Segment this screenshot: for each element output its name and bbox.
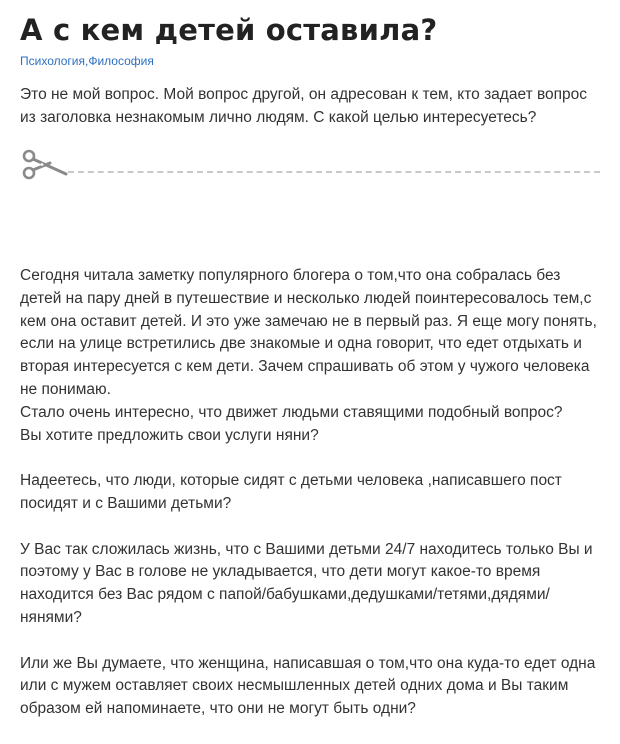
body-paragraph: У Вас так сложилась жизнь, что с Вашими детьми 24/7 находитесь только Вы и поэтому у Вас в голове не укладывается, что дети могут какое-то время находится без Вас рядом с папой/бабушками,дедушками/тетями,дядями/нянями? [20, 540, 593, 626]
article [20, 0, 600, 744]
tag-separator: , [85, 54, 89, 68]
body-paragraph: Стало очень интересно, что движет людьми ставящими подобный вопрос? [20, 403, 563, 421]
cut-dashed-divider [68, 171, 600, 173]
tag-link-psychology[interactable]: Психология [20, 54, 85, 68]
body-paragraph: Сегодня читала заметку популярного блогера о том,что она собралась без детей на пару дней в путешествие и несколько людей поинтересовалось тем,с кем она оставит детей. И это уже замечаю не в первый раз. Я еще могу понять, если на улице встретились две знакомые и одна говорит, что едет отдыхать и вторая интересуется с кем дети. Зачем спрашивать об этом у чужого человека не понимаю. [20, 267, 597, 398]
article-body [20, 265, 600, 721]
tag-list [20, 53, 600, 69]
read-more-cut [20, 147, 600, 187]
body-paragraph: Вы хотите предложить свои услуги няни? [20, 426, 319, 444]
scissors-icon [20, 147, 72, 183]
tag-link-philosophy[interactable]: Философия [88, 54, 154, 68]
body-paragraph: Надеетесь, что люди, которые сидят с детьми человека ,написавшего пост посидят и с Вашими детьми? [20, 472, 562, 512]
page-title: А с кем детей оставила? [20, 13, 438, 47]
lead-paragraph: Это не мой вопрос. Мой вопрос другой, он адресован к тем, кто задает вопрос из заголовка незнакомым лично людям. С какой целью интересуетесь? [20, 86, 588, 126]
body-paragraph: Или же Вы думаете, что женщина, написавшая о том,что она куда-то едет одна или с мужем оставляет своих несмышленных детей одних дома и Вы таким образом ей напоминаете, что они не могут быть одни? [20, 654, 596, 718]
